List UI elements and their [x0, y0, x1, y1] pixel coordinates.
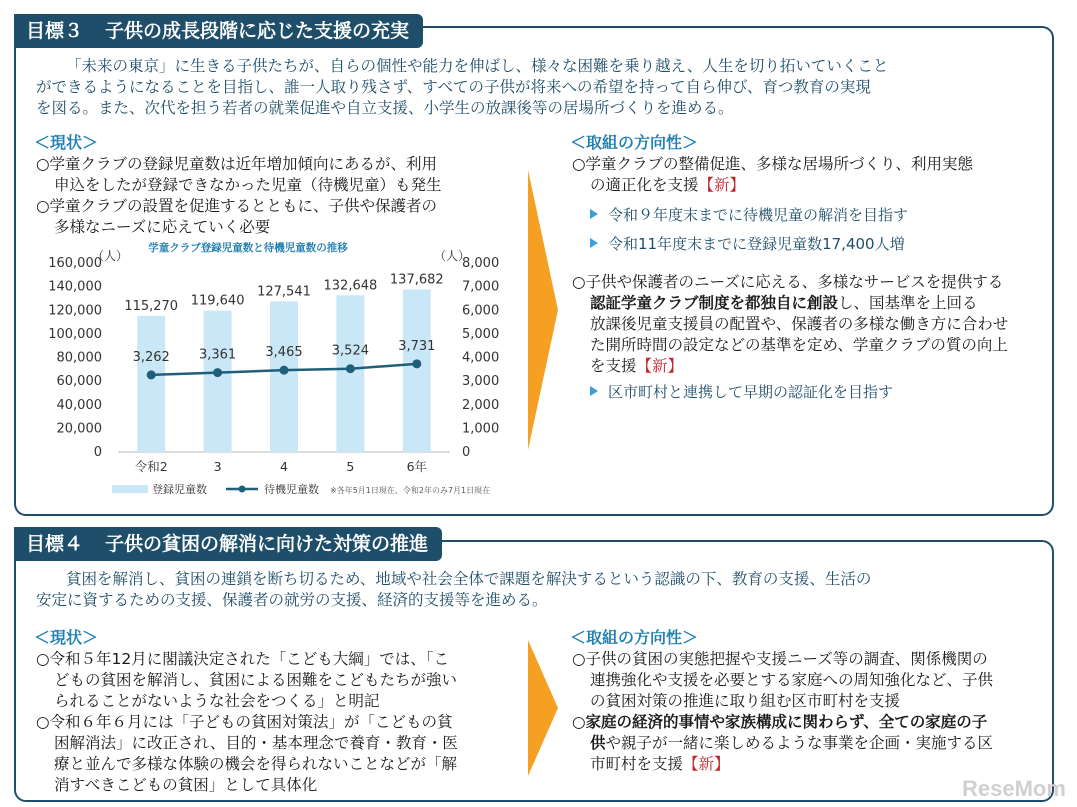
goal3-status-caption: ＜現状＞ [34, 133, 99, 152]
left-tick-label: 0 [93, 445, 102, 460]
registration-bar [403, 289, 431, 452]
goal4-status-list: ○令和５年12月に閣議決定された「こども大綱」では、「こ どもの貧困を解消し、貧困による困難をこどもたちが強い られることがないような社会をつくる」と明記 ○令和６年６月には「子どもの貧困対策法」が「こどもの貧 困解消法」に改正され、目的・基本理念で養育・教育・医 療と並んで多様な体験の機会を得られないことなどが「解 消すべきこどもの貧困」として具体化 [36, 650, 458, 794]
goal3-direction-caption: ＜取組の方向性＞ [570, 133, 699, 152]
bar-value-label: 127,541 [257, 284, 311, 300]
bar-value-label: 115,270 [124, 298, 179, 314]
goal3-target-1: 令和９年度末までに待機児童の解消を目指す [590, 204, 908, 225]
bar-value-label: 132,648 [323, 278, 378, 294]
goal4-heading: 目標４ 子供の貧困の解消に向けた対策の推進 [14, 527, 442, 561]
legend-bar-swatch [112, 485, 148, 493]
triangle-bullet-icon [590, 238, 598, 248]
category-label: 4 [280, 459, 288, 474]
left-tick-label: 60,000 [56, 374, 102, 390]
new-badge: 【新】 [683, 755, 730, 773]
waiting-point [280, 366, 289, 375]
registration-bar [204, 311, 232, 452]
new-badge: 【新】 [636, 357, 684, 375]
new-badge: 【新】 [698, 176, 746, 194]
left-tick-label: 140,000 [48, 279, 102, 295]
goal3-direction-2: ○子供や保護者のニーズに応える、多様なサービスを提供する 認証学童クラブ制度を都独自に創設し、国基準を上回る 放課後児童支援員の配置や、保護者の多様な働き方に合わせ た開所時間の設定などの基準を定め、学童クラブの質の向上 を支援【新】 [572, 273, 1009, 375]
category-label: 5 [346, 459, 355, 474]
waiting-point [147, 370, 156, 379]
waiting-point [213, 368, 222, 377]
registration-bar [336, 295, 364, 452]
goal4-direction-caption: ＜取組の方向性＞ [570, 628, 699, 647]
right-unit: （人） [434, 249, 471, 263]
registration-bar [137, 316, 165, 452]
line-value-label: 3,262 [132, 349, 170, 365]
chart-title: 学童クラブ登録児童数と待機児童数の推移 [148, 242, 348, 254]
line-value-label: 3,361 [198, 347, 237, 363]
legend-bar-label: 登録児童数 [152, 483, 207, 496]
triangle-bullet-icon [590, 209, 598, 219]
waiting-point [346, 364, 355, 373]
bar-value-label: 119,640 [190, 293, 245, 309]
line-value-label: 3,731 [398, 338, 436, 354]
bar-value-label: 137,682 [389, 272, 444, 288]
left-tick-label: 80,000 [56, 350, 102, 366]
goal4-direction-list: ○子供の貧困の実態把握や支援ニーズ等の調査、関係機関の 連携強化や支援を必要とする家庭への周知強化など、子供 の貧困対策の推進に取り組む区市町村を支援 ○家庭の経済的事情や家族構成に関わらず、全ての家庭の子 供や親子が一緒に楽しめるような事業を企画・実施する区 市町村を支援【新】 [572, 650, 994, 773]
goal3-heading: 目標３ 子供の成長段階に応じた支援の充実 [14, 14, 423, 48]
status-item: ○学童クラブの設置を促進するとともに、子供や保護者の 多様なニーズに応えていく必要 [36, 197, 438, 236]
goal3-target-3: 区市町村と連携して早期の認証化を目指す [590, 381, 893, 402]
left-tick-label: 40,000 [56, 397, 102, 413]
goal3-status-list [36, 154, 506, 238]
right-tick-label: 5,000 [462, 326, 500, 342]
left-tick-label: 20,000 [56, 421, 102, 437]
goal3-target-2: 令和11年度末までに登録児童数17,400人増 [590, 233, 905, 254]
category-label: 6年 [406, 459, 428, 474]
right-tick-label: 0 [462, 445, 471, 460]
flow-arrow [528, 640, 558, 776]
category-label: 令和2 [134, 459, 168, 474]
right-tick-label: 2,000 [462, 397, 500, 413]
line-value-label: 3,524 [331, 343, 370, 359]
goal4-status-caption: ＜現状＞ [34, 628, 99, 647]
legend-line-label: 待機児童数 [264, 483, 319, 496]
waiting-point [412, 359, 421, 368]
flow-arrow [528, 170, 558, 450]
right-tick-label: 3,000 [462, 374, 500, 390]
left-tick-label: 120,000 [48, 303, 102, 319]
right-tick-label: 4,000 [462, 350, 500, 366]
category-label: 3 [213, 459, 222, 474]
goal3-direction-1: ○学童クラブの整備促進、多様な居場所づくり、利用実態 の適正化を支援【新】 [572, 155, 974, 194]
registration-chart [30, 238, 520, 506]
right-tick-label: 7,000 [462, 279, 500, 295]
goal4-intro: 貧困を解消し、貧困の連鎖を断ち切るため、地域や社会全体で課題を解決するという認識の下、教育の支援、生活の 安定に資するための支援、保護者の就労の支援、経済的支援等を進める。 [36, 570, 872, 609]
line-value-label: 3,465 [265, 345, 303, 361]
right-tick-label: 8,000 [462, 256, 500, 271]
resemom-logo: ReseMom [962, 776, 1066, 801]
left-unit: （人） [92, 249, 129, 263]
triangle-bullet-icon [590, 386, 598, 396]
right-tick-label: 1,000 [462, 421, 500, 437]
left-tick-label: 160,000 [48, 256, 102, 271]
registration-bar [270, 301, 298, 452]
status-item: ○学童クラブの登録児童数は近年増加傾向にあるが、利用 申込をしたが登録できなかった児童（待機児童）も発生 [36, 155, 442, 194]
left-tick-label: 100,000 [48, 326, 102, 342]
chart-note: ※各年5月1日現在、令和2年のみ7月1日現在 [330, 486, 491, 495]
legend-line-marker [239, 486, 246, 493]
goal3-intro: 「未来の東京」に生きる子供たちが、自らの個性や能力を伸ばし、様々な困難を乗り越え、人生を切り拓いていくこと ができるようになることを目指し、誰一人取り残さず、すべての子供が将来への希望を持って自ら伸び、育つ教育の実現 を図る。また、次代を担う若者の就業促進や自立支援、小学生の放課後等の居場所づくりを進める。 [36, 57, 889, 117]
right-tick-label: 6,000 [462, 303, 500, 319]
